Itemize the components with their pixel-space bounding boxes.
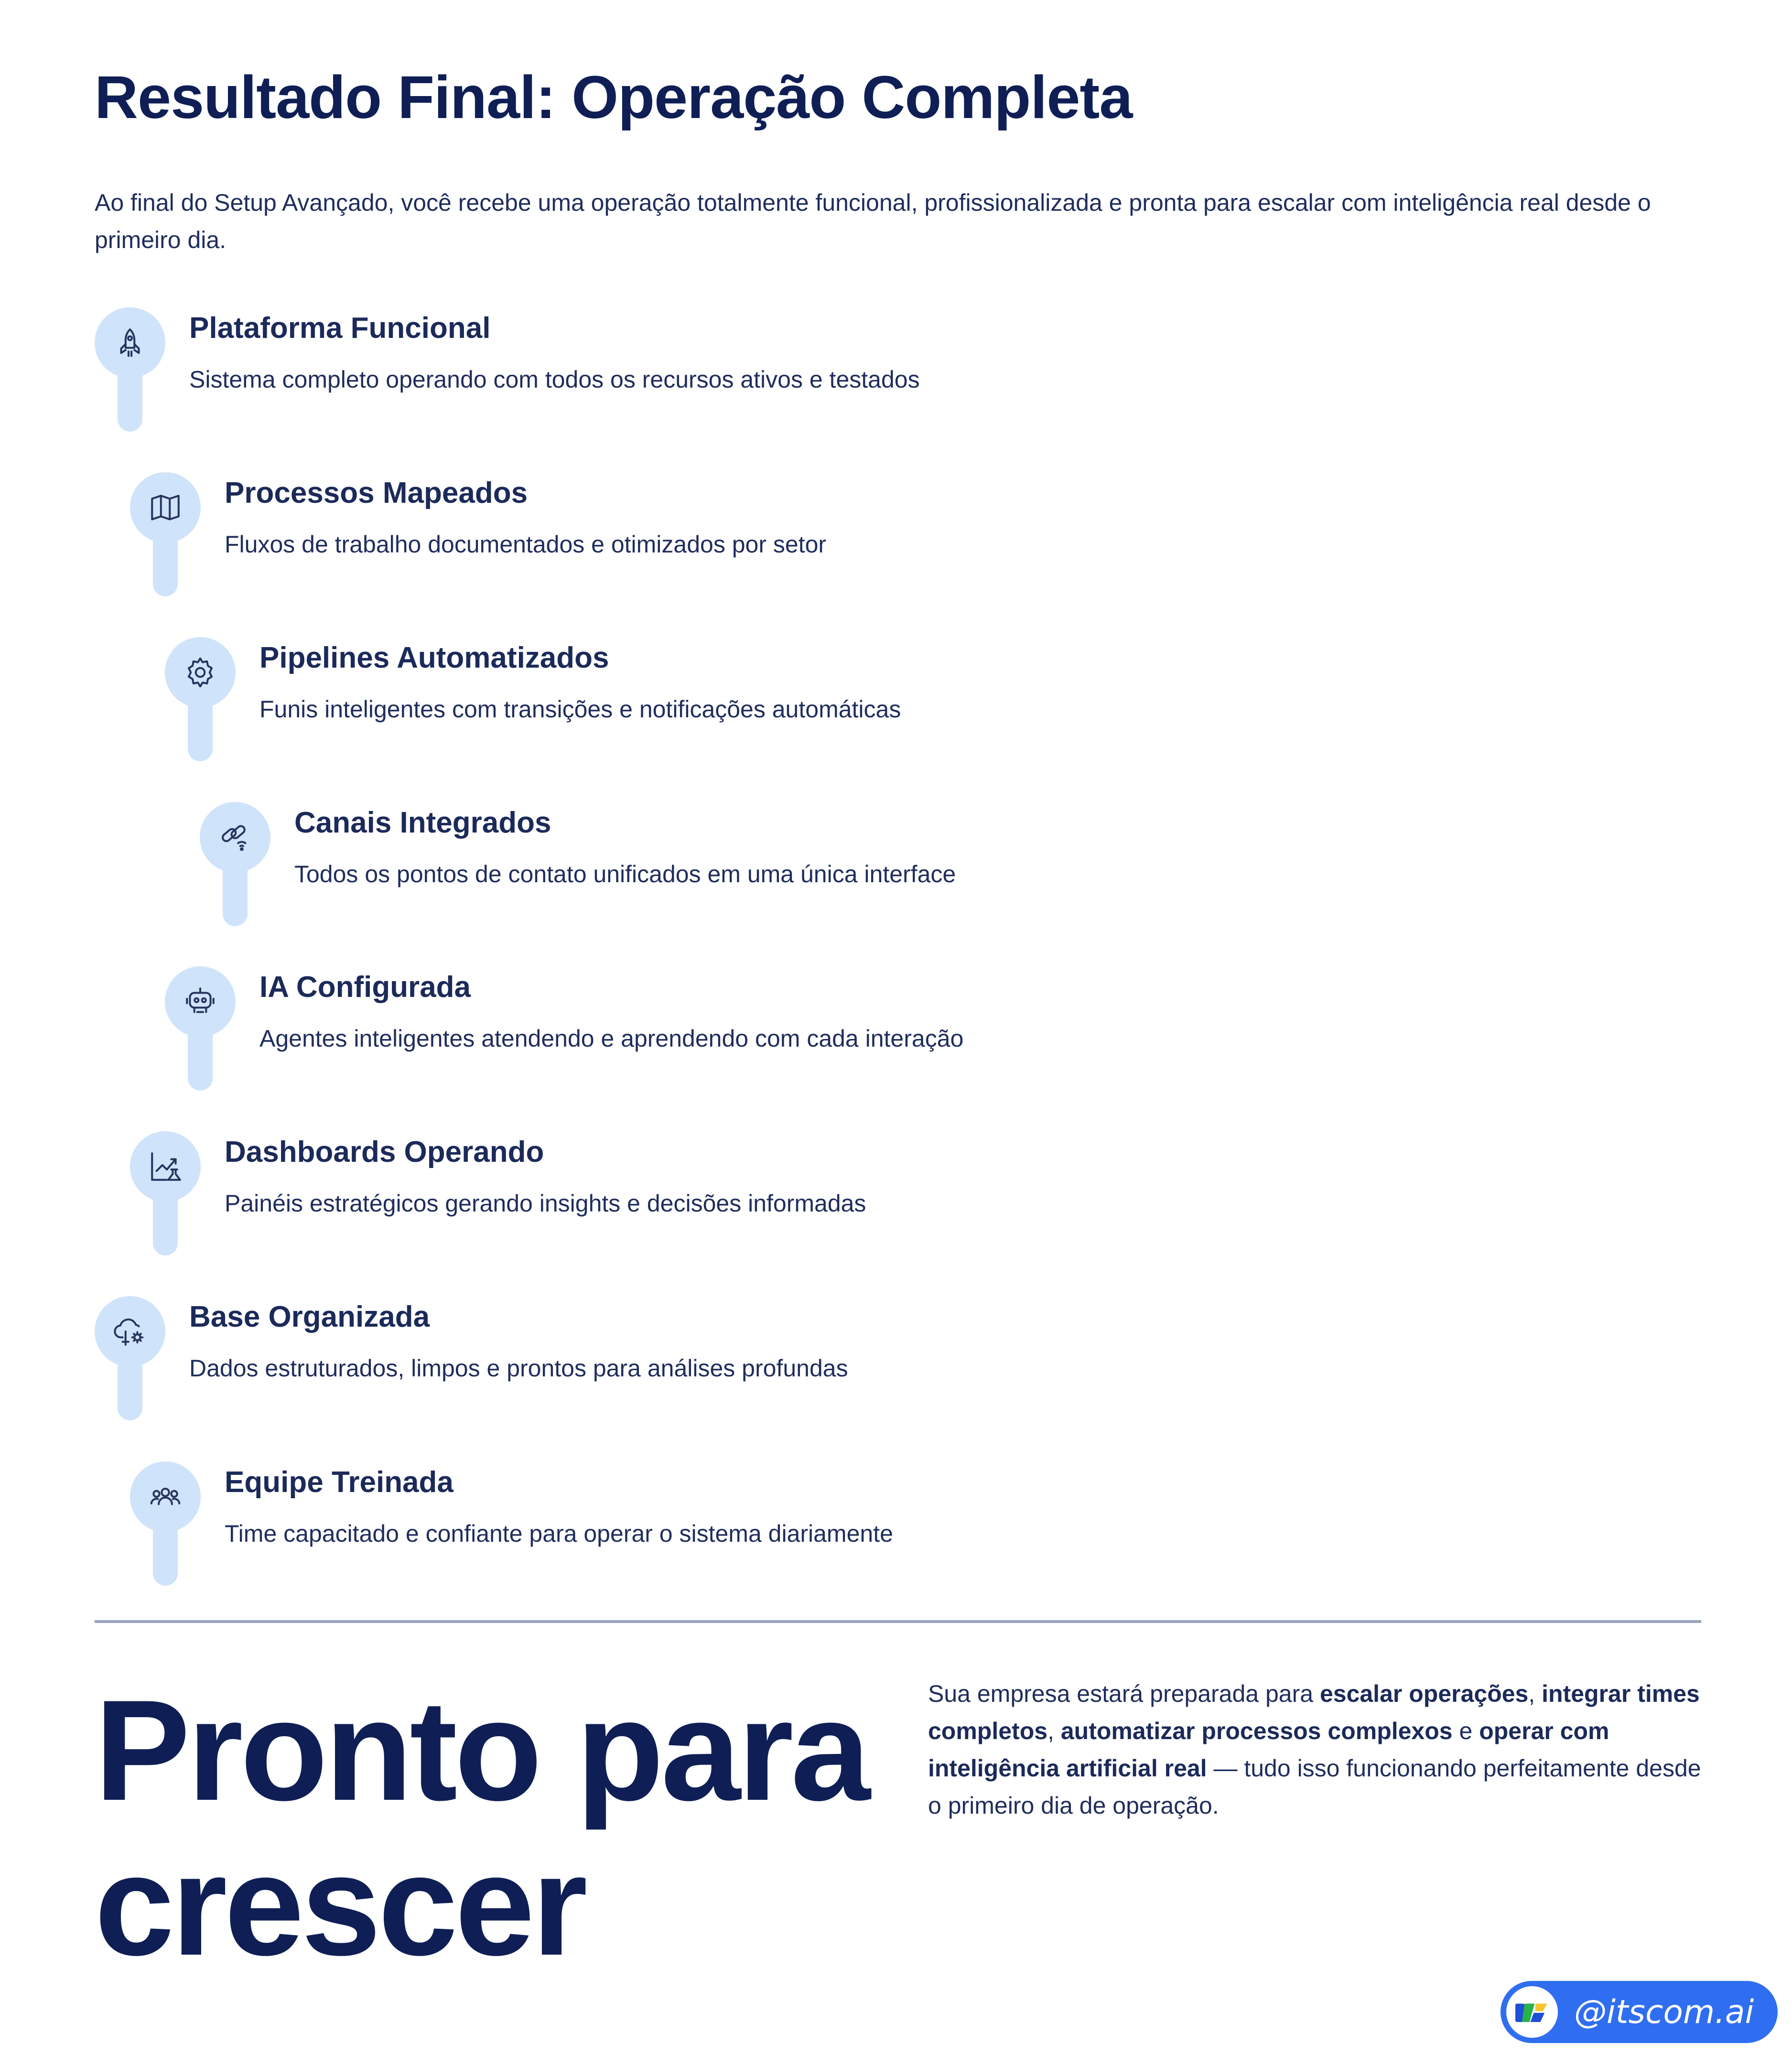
social-handle-badge[interactable]: [1501, 1981, 1778, 2043]
closing-text-part: — tudo isso funcionando perfeitamente desde o primeiro dia de operação.: [928, 1755, 1701, 1819]
map-icon: [130, 472, 201, 543]
closing-headline: [95, 1670, 868, 1985]
closing-text: [928, 1675, 1712, 1824]
link-signal-icon: [200, 802, 270, 873]
step-description: Fluxos de trabalho documentados e otimizados por setor: [225, 531, 827, 558]
rocket-icon: [95, 307, 165, 378]
step-title: Pipelines Automatizados: [259, 641, 609, 674]
step-description: Sistema completo operando com todos os recursos ativos e testados: [189, 366, 920, 393]
social-handle: @itscom.ai: [1574, 1993, 1754, 2031]
robot-icon: [165, 966, 236, 1037]
cloud-gear-icon: [95, 1296, 165, 1367]
step-title: Processos Mapeados: [225, 476, 528, 509]
closing-highlight: automatizar processos complexos: [1060, 1718, 1453, 1744]
step-title: IA Configurada: [259, 971, 471, 1004]
closing-headline-line1: Pronto para: [95, 1670, 868, 1830]
closing-text-part: ,: [1528, 1680, 1542, 1707]
closing-text-part: Sua empresa estará preparada para: [928, 1680, 1320, 1707]
step-description: Todos os pontos de contato unificados em uma única interface: [294, 861, 956, 887]
step-title: Plataforma Funcional: [189, 312, 491, 345]
closing-highlight: escalar operações: [1319, 1680, 1529, 1707]
step-description: Agentes inteligentes atendendo e aprendendo com cada interação: [259, 1025, 964, 1052]
page-title: Resultado Final: Operação Completa: [95, 64, 1133, 131]
step-description: Funis inteligentes com transições e notificações automáticas: [259, 696, 901, 723]
intro-text: Ao final do Setup Avançado, você recebe uma operação totalmente funcional, profissionalizada e pronta para escalar com inteligência real desde o primeiro dia.: [95, 189, 1651, 253]
closing-headline-line2: crescer: [95, 1825, 585, 1985]
step-description: Time capacitado e confiante para operar o sistema diariamente: [225, 1520, 893, 1547]
step-title: Canais Integrados: [294, 806, 551, 839]
step-description: Painéis estratégicos gerando insights e decisões informadas: [225, 1190, 866, 1217]
step-description: Dados estruturados, limpos e prontos para análises profundas: [189, 1355, 848, 1382]
closing-highlight: operar com inteligência artificial real: [928, 1718, 1609, 1782]
step-title: Dashboards Operando: [225, 1136, 544, 1168]
section-divider: [95, 1620, 1701, 1623]
chart-lab-icon: [130, 1131, 201, 1202]
brand-logo-icon: [1506, 1986, 1558, 2038]
closing-highlight: integrar times completos: [928, 1680, 1700, 1744]
step-title: Base Organizada: [189, 1300, 430, 1333]
closing-text-part: ,: [1047, 1718, 1061, 1744]
closing-text-part: e: [1452, 1718, 1479, 1744]
gear-icon: [165, 637, 236, 708]
step-title: Equipe Treinada: [225, 1466, 453, 1499]
team-icon: [130, 1461, 201, 1532]
